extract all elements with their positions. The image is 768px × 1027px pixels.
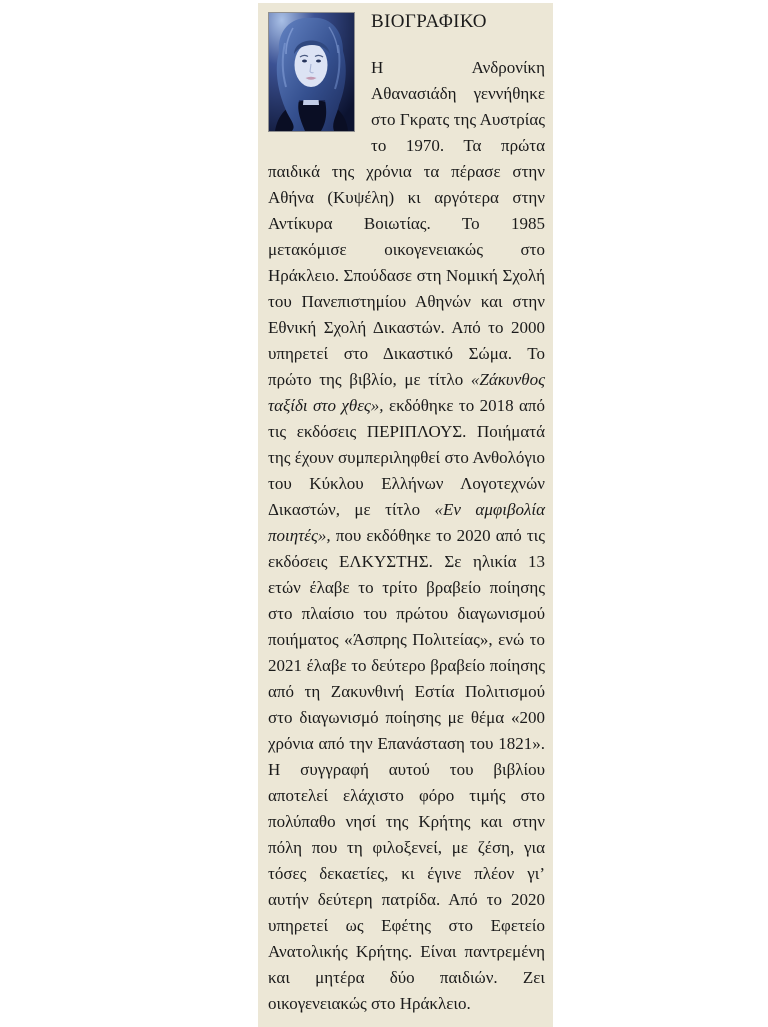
bio-text-segment: εκδόθηκε το 2018 από τις εκδόσεις ΠΕΡΙΠΛΟΥΣ. Ποιήματά της έχουν συμπεριληφθεί στο Ανθολόγιο του Κύκλου Ελλήνων Λογοτεχνών Δικαστών, με τίτλο <box>268 396 546 519</box>
author-photo <box>268 12 355 132</box>
bio-text-segment: Η Ανδρονίκη Αθανασιάδη γεννήθηκε στο Γκρατς της Αυστρίας το 1970. Τα πρώτα παιδικά της χρόνια τα πέρασε στην Αθήνα (Κυψέλη) κι αργότερα στην Αντίκυρα Βοιωτίας. Το 1985 μετακόμισε οικογενειακώς στο Ηράκλειο. Σπούδασε στη Νομική Σχολή του Πανεπιστημίου Αθηνών και στην Εθνική Σχολή Δικαστών. Από το 2000 υπηρετεί στο Δικαστικό Σώμα. Το πρώτο της βιβλίο, με τίτλο <box>268 58 545 389</box>
bio-text-segment: «Ζάκυνθος ταξίδι στο χθες», <box>268 370 545 415</box>
bio-paragraph <box>268 55 545 1017</box>
bio-text-segment: που εκδόθηκε το 2020 από τις εκδόσεις ΕΛΚΥΣΤΗΣ. Σε ηλικία 13 ετών έλαβε το τρίτο βραβείο ποίησης στο πλαίσιο του πρώτου διαγωνισμού ποιήματος «Άσπρης Πολιτείας», ενώ το 2021 έλαβε το δεύτερο βραβείο ποίησης από τη Ζακυνθινή Εστία Πολιτισμού στο διαγωνισμό ποίησης με θέμα «200 χρόνια από την Επανάσταση του 1821». Η συγγραφή αυτού του βιβλίου αποτελεί ελάχιστο φόρο τιμής στο πολύπαθο νησί της Κρήτης και στην πόλη που τη φιλοξενεί, με ζέση, για τόσες δεκαετίες, κι έγινε πλέον γι’ αυτήν δεύτερη πατρίδα. Από το 2020 υπηρετεί ως Εφέτης στο Εφετείο Ανατολικής Κρήτης. Είναι παντρεμένη και μητέρα δύο παιδιών. Ζει οικογενειακώς στο Ηράκλειο. <box>268 526 545 1013</box>
author-portrait-photo <box>269 13 354 131</box>
bio-text-segment: «Εν αμφιβολία ποιητές», <box>268 500 545 545</box>
book-page <box>258 3 553 1027</box>
page-title: ΒΙΟΓΡΑΦΙΚΟ <box>371 11 487 32</box>
